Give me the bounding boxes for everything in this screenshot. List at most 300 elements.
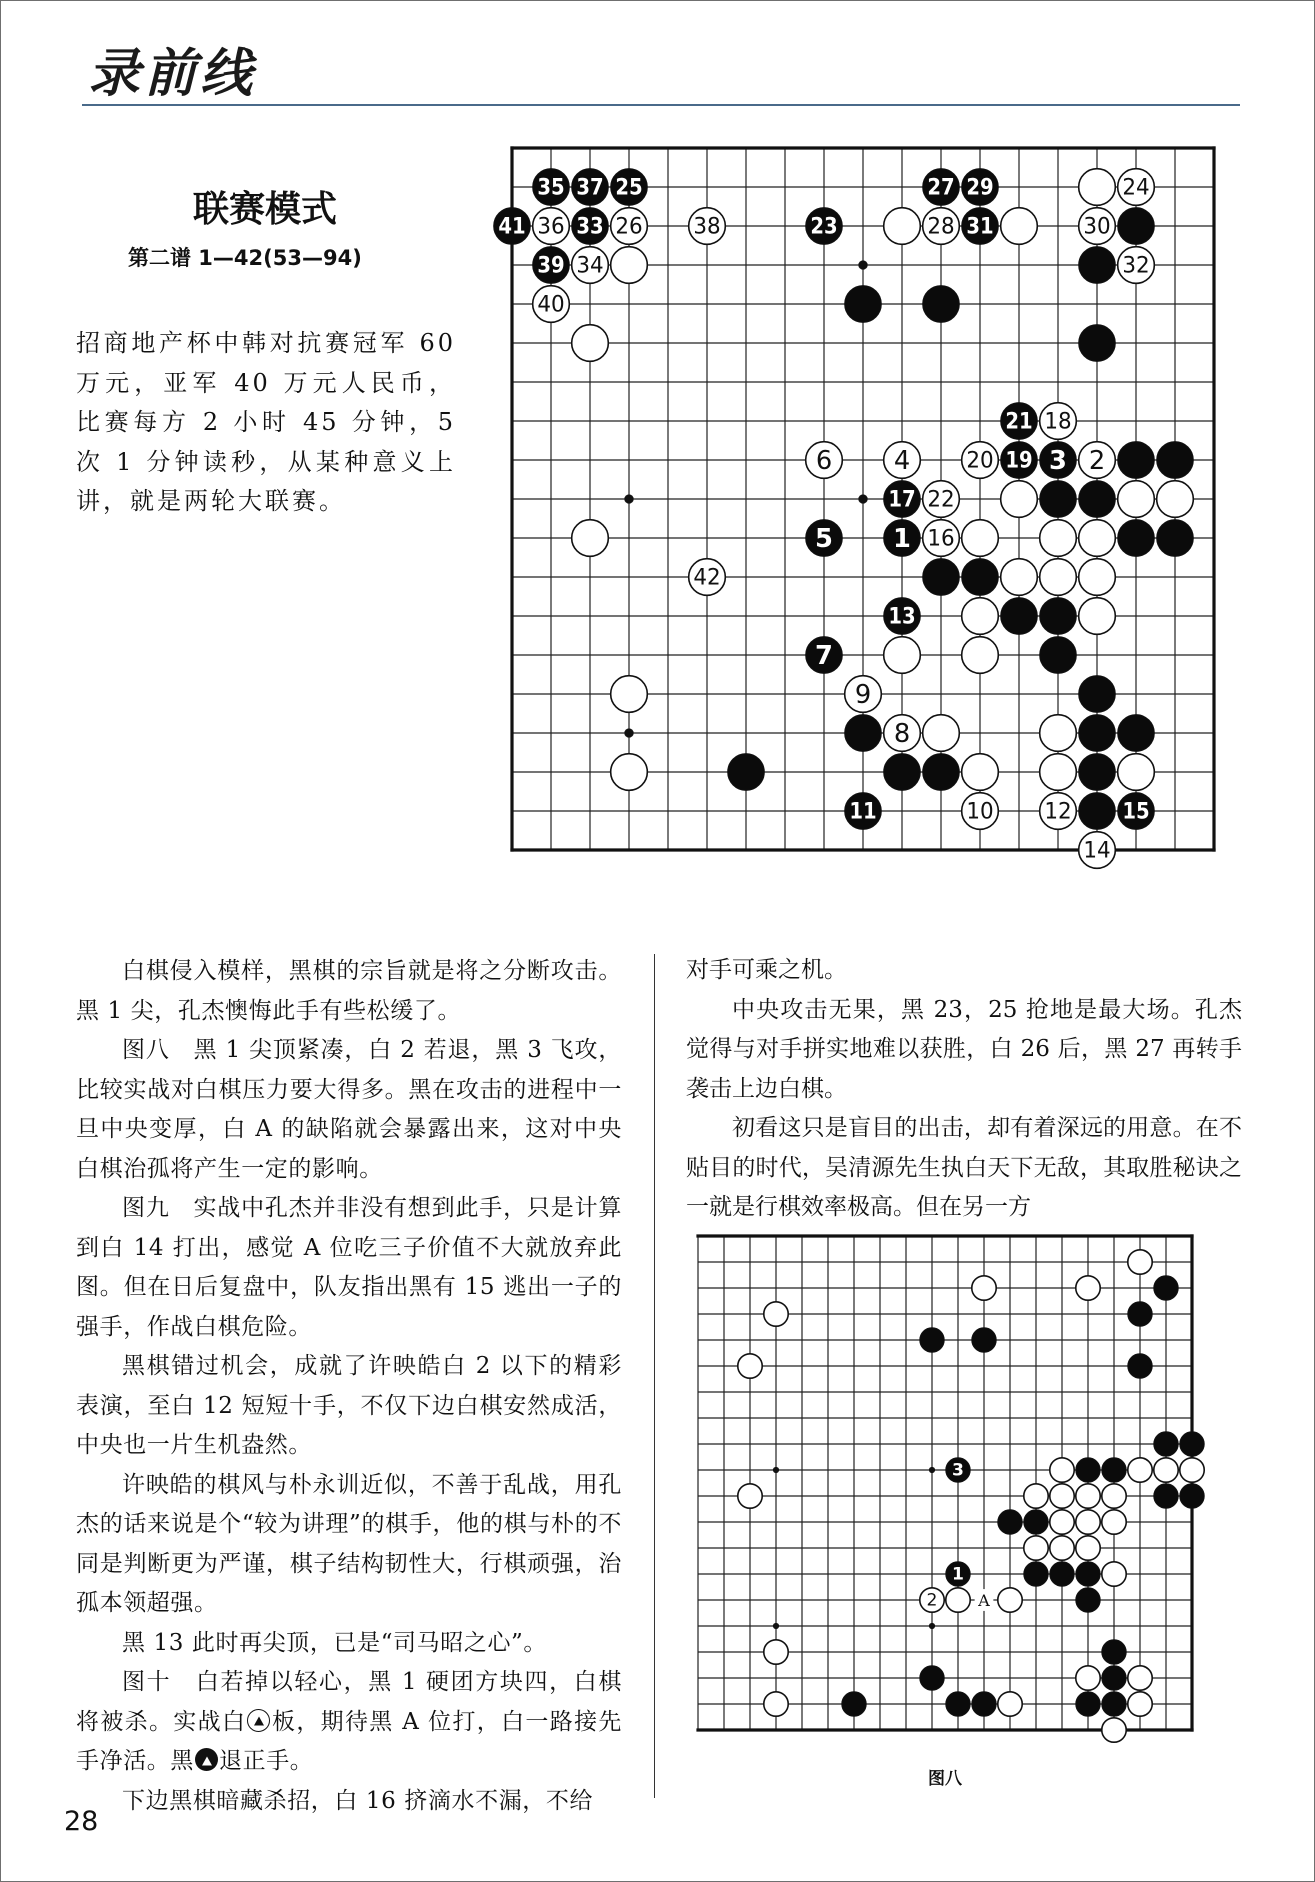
black-stone [946,1458,970,1482]
star-point [858,260,867,269]
white-stone-disc [1128,1250,1152,1274]
white-stone [1050,1536,1074,1560]
move-number: 23 [810,214,838,240]
black-stone [1040,442,1077,479]
move-number: 5 [815,523,833,554]
black-stone [1128,1354,1152,1378]
black-stone [1024,1510,1048,1534]
black-stone-disc [728,754,765,791]
white-stone [1040,520,1077,557]
move-number: 41 [498,214,526,240]
move-number: 10 [966,799,994,825]
white-stone [1102,1510,1126,1534]
white-stone [1128,1666,1152,1690]
black-stone-disc [1079,481,1116,518]
diagram-8-board [694,1232,1204,1752]
white-stone [1076,1484,1100,1508]
main-game-board [498,144,1252,876]
white-stone [533,286,570,323]
black-triangle-stone-icon [195,1748,218,1771]
black-stone [1118,520,1155,557]
move-number: 3 [952,1460,964,1481]
black-stone [1076,1588,1100,1612]
black-stone [962,559,999,596]
white-stone [1076,1536,1100,1560]
white-stone-disc [1050,1484,1074,1508]
column-header-title: 录前线 [88,43,257,104]
white-stone-disc [1040,754,1077,791]
black-stone-disc [1001,598,1038,635]
white-stone [923,481,960,518]
black-stone [572,169,609,206]
white-stone [1024,1536,1048,1560]
move-number: 12 [1044,799,1072,825]
black-stone [1024,1562,1048,1586]
paragraph: 黑棋错过机会，成就了许映皓白 2 以下的精彩表演，至白 12 短短十手，不仅下边白棋安然成活，中央也一片生机盎然。 [76,1353,622,1458]
black-stone-disc [1079,793,1116,830]
black-stone-disc [1154,1484,1178,1508]
black-stone-disc [1102,1640,1126,1664]
white-stone-disc [972,1276,996,1300]
black-stone [842,1692,866,1716]
white-stone [1040,559,1077,596]
black-stone [1157,442,1194,479]
paragraph-text: 板，期待黑 A 位打，白一路接先手净活。黑 [76,1708,622,1774]
black-stone [1040,598,1077,635]
white-stone-disc [1001,208,1038,245]
paragraph: 中央攻击无果，黑 23，25 抢地是最大场。孔杰觉得与对手拼实地难以获胜，白 26 后，黑 27 再转手袭击上边白棋。 [686,996,1242,1102]
white-stone [920,1588,944,1612]
move-number: 15 [1122,799,1150,825]
white-stone [1079,520,1116,557]
white-stone-disc [1102,1484,1126,1508]
white-stone-disc [738,1354,762,1378]
black-stone-disc [998,1510,1022,1534]
black-stone-disc [1118,208,1155,245]
black-stone [572,208,609,245]
black-stone-disc [1076,1588,1100,1612]
white-stone-disc [1040,520,1077,557]
white-stone [1102,1484,1126,1508]
black-stone-disc [845,286,882,323]
white-stone-disc [1102,1562,1126,1586]
white-stone [923,208,960,245]
white-stone [1079,832,1116,869]
white-stone-disc [764,1640,788,1664]
move-number: 22 [927,487,955,513]
black-stone [806,208,843,245]
white-stone-disc [998,1692,1022,1716]
white-stone [1024,1484,1048,1508]
black-stone-disc [1050,1562,1074,1586]
white-stone-disc [764,1692,788,1716]
black-stone [923,286,960,323]
move-number: 34 [576,253,604,279]
white-stone-disc [1128,1692,1152,1716]
black-stone [845,793,882,830]
black-stone [962,208,999,245]
white-stone [962,442,999,479]
white-stone [1128,1692,1152,1716]
point-label: A [978,1590,990,1610]
white-stone-disc [1076,1484,1100,1508]
move-number: 2 [926,1590,938,1611]
white-stone-disc [1079,520,1116,557]
white-stone [946,1588,970,1612]
black-stone [1050,1562,1074,1586]
intro-paragraph: 招商地产杯中韩对抗赛冠军 60 万元，亚军 40 万元人民币，比赛每方 2 小时 45 分钟，5 次 1 分钟读秒，从某种意义上讲，就是两轮大联赛。 [76,329,456,515]
move-number: 19 [1005,448,1033,474]
white-stone [572,247,609,284]
black-stone-disc [1102,1458,1126,1482]
white-stone [923,715,960,752]
black-stone [1102,1458,1126,1482]
black-stone [923,559,960,596]
black-stone [728,754,765,791]
white-stone [1040,793,1077,830]
white-stone-disc [611,247,648,284]
paragraph-text: 退正手。 [219,1748,314,1774]
move-number: 3 [1049,445,1067,476]
move-number: 42 [693,565,721,591]
black-stone [1102,1692,1126,1716]
black-stone-disc [1024,1510,1048,1534]
white-stone [738,1484,762,1508]
white-stone-disc [1040,559,1077,596]
black-stone-disc [1076,1692,1100,1716]
white-stone [962,793,999,830]
white-stone-disc [1180,1458,1204,1482]
move-number: 9 [854,679,872,710]
move-number: 33 [576,214,604,240]
black-stone-disc [1157,442,1194,479]
black-stone-disc [962,559,999,596]
star-point [929,1467,935,1473]
white-stone [764,1302,788,1326]
black-stone [1128,1302,1152,1326]
move-number: 4 [893,445,911,476]
white-stone [1076,1510,1100,1534]
move-number: 6 [815,445,833,476]
black-stone [1118,442,1155,479]
left-text-column [76,952,622,1821]
white-stone [1118,247,1155,284]
black-stone [1118,793,1155,830]
black-stone [1076,1562,1100,1586]
move-number: 14 [1083,838,1111,864]
black-stone [923,169,960,206]
paragraph [76,1663,622,1782]
white-stone [1076,1666,1100,1690]
white-stone [1154,1458,1178,1482]
move-number: 31 [966,214,994,240]
white-stone-disc [1001,481,1038,518]
black-stone [920,1666,944,1690]
paragraph: 下边黑棋暗藏杀招，白 16 挤滴水不漏，不给 [122,1787,594,1814]
white-stone [1128,1250,1152,1274]
white-stone [1040,403,1077,440]
black-stone-disc [923,754,960,791]
white-stone [1128,1458,1152,1482]
black-stone [845,715,882,752]
black-stone-disc [923,286,960,323]
black-stone-disc [1024,1562,1048,1586]
black-stone [1076,1458,1100,1482]
black-stone [1001,598,1038,635]
white-stone-disc [738,1484,762,1508]
move-number: 1 [893,523,911,554]
paragraph: 图八 黑 1 尖顶紧凑，白 2 若退，黑 3 飞攻，比较实战对白棋压力要大得多。黑在攻击的进程中一旦中央变厚，白 A 的缺陷就会暴露出来，这对中央白棋治孤将产生一定的影响。 [76,1037,622,1182]
black-stone [1102,1666,1126,1690]
white-stone [962,520,999,557]
white-stone [764,1692,788,1716]
black-stone [1001,442,1038,479]
white-stone [1079,559,1116,596]
white-stone [572,520,609,557]
black-stone-disc [1180,1484,1204,1508]
black-stone [946,1692,970,1716]
star-point [858,494,867,503]
black-stone [1157,520,1194,557]
black-stone [884,754,921,791]
black-stone-disc [1154,1432,1178,1456]
black-stone-disc [1076,1562,1100,1586]
white-stone [998,1588,1022,1612]
black-stone [845,286,882,323]
black-stone-disc [1079,715,1116,752]
white-stone-disc [962,754,999,791]
move-number: 29 [966,175,994,201]
white-stone [572,325,609,362]
black-stone-disc [1102,1666,1126,1690]
black-stone [533,247,570,284]
black-stone-disc [1180,1432,1204,1456]
white-stone-disc [572,325,609,362]
white-stone-disc [884,637,921,674]
move-number: 27 [927,175,955,201]
star-point [773,1467,779,1473]
move-number: 16 [927,526,955,552]
white-stone [1180,1458,1204,1482]
move-number: 20 [966,448,994,474]
black-stone [1180,1432,1204,1456]
white-stone-disc [1001,559,1038,596]
white-stone [689,559,726,596]
paragraph: 对手可乘之机。 [686,957,847,983]
white-stone-disc [1050,1458,1074,1482]
white-stone [1001,481,1038,518]
move-number: 25 [615,175,643,201]
black-stone [884,520,921,557]
black-stone-disc [1157,520,1194,557]
black-stone [972,1328,996,1352]
white-stone [972,1276,996,1300]
black-stone-disc [1128,1354,1152,1378]
move-number: 1 [952,1564,964,1585]
white-stone-disc [1076,1276,1100,1300]
white-stone [1079,208,1116,245]
white-stone [1102,1718,1126,1742]
move-number: 13 [888,604,916,630]
white-stone [1102,1562,1126,1586]
black-stone [1079,793,1116,830]
white-stone-disc [962,637,999,674]
white-stone-disc [1076,1666,1100,1690]
white-stone [884,208,921,245]
white-stone-disc [1079,598,1116,635]
move-number: 36 [537,214,565,240]
game-title: 联赛模式 [192,189,337,230]
black-stone-disc [1079,676,1116,713]
white-stone-disc [764,1302,788,1326]
black-stone-disc [1079,325,1116,362]
black-stone [1001,403,1038,440]
move-number: 8 [893,718,911,749]
black-stone [1079,754,1116,791]
white-stone-disc [1128,1666,1152,1690]
white-stone [1076,1276,1100,1300]
white-stone-disc [962,598,999,635]
black-stone-disc [1040,598,1077,635]
white-stone-disc [1154,1458,1178,1482]
white-stone-disc [1102,1510,1126,1534]
black-stone [806,520,843,557]
black-stone [972,1692,996,1716]
move-number: 11 [849,799,877,825]
white-stone [923,520,960,557]
white-stone [611,676,648,713]
white-stone [962,637,999,674]
white-stone-disc [1118,754,1155,791]
black-stone-disc [1079,754,1116,791]
white-stone [1157,481,1194,518]
star-point [624,728,633,737]
white-stone [962,598,999,635]
white-stone [764,1640,788,1664]
black-stone [884,598,921,635]
black-stone-disc [972,1328,996,1352]
move-number: 30 [1083,214,1111,240]
white-stone-disc [1118,481,1155,518]
black-stone-disc [946,1692,970,1716]
white-stone [884,715,921,752]
white-stone-disc [1079,169,1116,206]
white-stone [962,754,999,791]
black-stone [1079,715,1116,752]
game-subtitle: 第二谱 1—42(53—94) [128,246,362,270]
white-stone [845,676,882,713]
white-stone [1079,169,1116,206]
black-stone [1154,1432,1178,1456]
paragraph: 许映皓的棋风与朴永训近似，不善于乱战，用孔杰的话来说是个“较为讲理”的棋手，他的棋与朴的不同是判断更为严谨，棋子结构韧性大，行棋顽强，治孤本领超强。 [76,1471,622,1616]
black-stone-disc [920,1328,944,1352]
move-number: 38 [693,214,721,240]
black-stone [1118,715,1155,752]
move-number: 28 [927,214,955,240]
black-stone [1079,247,1116,284]
figure-caption: 图八 [928,1769,962,1789]
paragraph-text: 图十 白若掉以轻心，黑 1 硬团方块四，白棋将被杀。实战白 [76,1669,622,1735]
black-stone-disc [1118,715,1155,752]
black-stone [1079,676,1116,713]
black-stone-disc [845,715,882,752]
white-stone [998,1692,1022,1716]
white-stone-disc [962,520,999,557]
move-number: 7 [815,640,833,671]
white-stone [689,208,726,245]
move-number: 26 [615,214,643,240]
black-stone [1154,1276,1178,1300]
move-number: 18 [1044,409,1072,435]
move-number: 2 [1088,445,1106,476]
star-point [929,1623,935,1629]
black-stone [946,1562,970,1586]
white-stone [1040,754,1077,791]
black-stone [1102,1640,1126,1664]
black-stone-disc [884,754,921,791]
move-number: 32 [1122,253,1150,279]
white-stone-disc [1102,1718,1126,1742]
white-stone-disc [1050,1536,1074,1560]
black-stone [1079,481,1116,518]
black-stone [920,1328,944,1352]
white-stone [1050,1458,1074,1482]
white-stone [806,442,843,479]
white-stone-disc [611,676,648,713]
black-stone [998,1510,1022,1534]
move-number: 24 [1122,175,1150,201]
white-stone-disc [1024,1536,1048,1560]
star-point [624,494,633,503]
white-stone-disc [946,1588,970,1612]
move-number: 35 [537,175,565,201]
black-stone [1076,1692,1100,1716]
white-stone [1079,598,1116,635]
black-stone [494,208,531,245]
white-stone [1118,754,1155,791]
page-number: 28 [64,1806,99,1837]
black-stone [806,637,843,674]
black-stone [1040,481,1077,518]
black-stone [1040,637,1077,674]
black-stone-disc [1118,520,1155,557]
black-stone-disc [1102,1692,1126,1716]
white-stone-disc [998,1588,1022,1612]
black-stone [533,169,570,206]
white-stone-disc [572,520,609,557]
white-stone-disc [1040,715,1077,752]
white-stone [533,208,570,245]
white-stone-disc [1050,1510,1074,1534]
black-stone-disc [1079,247,1116,284]
paragraph: 初看这只是盲目的出击，却有着深远的用意。在不贴目的时代，吴清源先生执白天下无敌，其取胜秘诀之一就是行棋效率极高。但在另一方 [686,1115,1242,1220]
black-stone-disc [972,1692,996,1716]
white-stone-disc [1076,1510,1100,1534]
black-stone [1118,208,1155,245]
white-stone [611,754,648,791]
white-stone-disc [1128,1458,1152,1482]
black-stone-disc [1076,1458,1100,1482]
black-stone [611,169,648,206]
right-text-column [686,951,1242,1228]
white-stone [884,442,921,479]
white-stone [1079,442,1116,479]
white-stone-disc [1079,559,1116,596]
white-triangle-stone-icon [247,1709,270,1732]
black-stone [1154,1484,1178,1508]
black-stone [1079,325,1116,362]
black-stone-disc [1040,481,1077,518]
